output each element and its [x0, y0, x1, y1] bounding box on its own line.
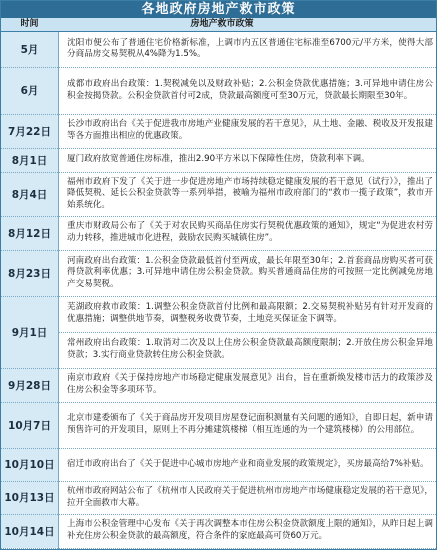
- header-policy: 房地产救市政策: [190, 19, 254, 29]
- table-row: [1, 296, 436, 332]
- row-date: 10月10日: [1, 448, 59, 481]
- policy-table: [1, 32, 436, 549]
- row-policy-text: 北京市建委颁布了《关于商品房开发项目房屋登记面积测量有关问题的通知》，自即日起，新申请预售许可的开发项目，原则上不再分摊建筑楼梯（相互连通的为一个建筑楼梯）的公用部位。: [59, 402, 437, 448]
- table-row: [1, 114, 436, 148]
- table-row: [1, 514, 436, 548]
- row-policy-text: 宿迁市政府出台了《关于促进中心城市房地产业和商业发展的政策规定》，买房最高给7%补贴。: [59, 448, 437, 481]
- row-policy-text: 成都市政府出台政策：1.契税减免以及财政补贴；2.公积金贷款优惠措施；3.可异地申请住房公积金按揭贷款。公积金贷款首付可2成，贷款最高额度可至30万元，贷款最长期限至30年。: [59, 67, 437, 114]
- row-date: 8月4日: [1, 172, 59, 216]
- row-date: 7月22日: [1, 114, 59, 148]
- table-row: [1, 402, 436, 448]
- row-date: 5月: [1, 32, 59, 67]
- row-date: 8月1日: [1, 148, 59, 172]
- row-date: 10月14日: [1, 514, 59, 548]
- table-row: [1, 32, 436, 67]
- table-row: [1, 332, 436, 368]
- table-row: [1, 368, 436, 402]
- table-row: [1, 172, 436, 216]
- row-policy-text: 芜湖政府救市政策：1.调整公积金贷款首付比例和最高限额；2.交易契税补贴另有针对开发商的优惠措施；调整供地节奏，调整税务收费节奏，土地竞买保证金下调等。: [59, 296, 437, 332]
- page-title: 各地政府房地产救市政策: [1, 1, 436, 18]
- row-date: 9月1日: [1, 296, 59, 368]
- row-policy-text: 杭州市政府网站公布了《杭州市人民政府关于促进杭州市房地产市场健康稳定发展的若干意见》，拉开全面救市大幕。: [59, 481, 437, 514]
- row-policy-text: 沈阳市便公布了普通住宅价格新标准，上调市内五区普通住宅标准至6700元/平方米，使得大部分商品房交易契税从4%降为1.5%。: [59, 32, 437, 67]
- row-date: 6月: [1, 67, 59, 114]
- row-date: 8月23日: [1, 250, 59, 296]
- table-row: [1, 448, 436, 481]
- row-date: 10月13日: [1, 481, 59, 514]
- row-date: 10月7日: [1, 402, 59, 448]
- row-policy-text: 重庆市财政局公布了《关于对农民购买商品住房实行契税优惠政策的通知》，规定“为促进农村劳动力转移，推进城市化进程，鼓励农民购买城镇住房”。: [59, 216, 437, 250]
- row-date: 9月28日: [1, 368, 59, 402]
- table-row: [1, 67, 436, 114]
- row-policy-text: 上海市公积金管理中心发布《关于再次调整本市住房公积金贷款额度上限的通知》，从昨日起上调补充住房公积金贷款的最高额度，符合条件的家庭最高可贷60万元。: [59, 514, 437, 548]
- row-policy-text: 常州政府出台政策：1.取消对二次及以上住房公积金贷款最高额度限制；2.开放住房公积金异地贷款；3.实行商业贷款转住房公积金贷款。: [59, 332, 437, 368]
- header-time: 时间: [20, 19, 39, 29]
- row-policy-text: 福州市政府下发了《关于进一步促进房地产市场持续稳定健康发展的若干意见（试行）》，推出了降低契税、延长公积金贷款等一系列举措，被喻为福州市政府部门的“救市一揽子政策”，救市开始系统化。: [59, 172, 437, 216]
- row-policy-text: 南京市政府《关于保持房地产市场稳定健康发展意见》出台，旨在重新焕发楼市活力的政策涉及住房公积金等多项环节。: [59, 368, 437, 402]
- table-row: [1, 148, 436, 172]
- row-date: 8月12日: [1, 216, 59, 250]
- table-header: [1, 18, 436, 32]
- table-row: [1, 250, 436, 296]
- table-row: [1, 216, 436, 250]
- row-policy-text: 长沙市政府出台《关于促进我市房地产业健康发展的若干意见》，从土地、金融、税收及开发报建等各方面推出相应的优惠政策。: [59, 114, 437, 148]
- row-policy-text: 河南政府出台政策：1.公积金贷款最低首付至两成，最长年限至30年；2.首套商品房购买者可获得贷款利率优惠；3.可异地申请住房公积金贷款。购买普通商品住房的可按照一定比例减免房地产交易契税。: [59, 250, 437, 296]
- row-policy-text: 厦门政府放宽普通住房标准，推出2.90平方米以下保障性住房，贷款利率下调。: [59, 148, 437, 172]
- table-row: [1, 481, 436, 514]
